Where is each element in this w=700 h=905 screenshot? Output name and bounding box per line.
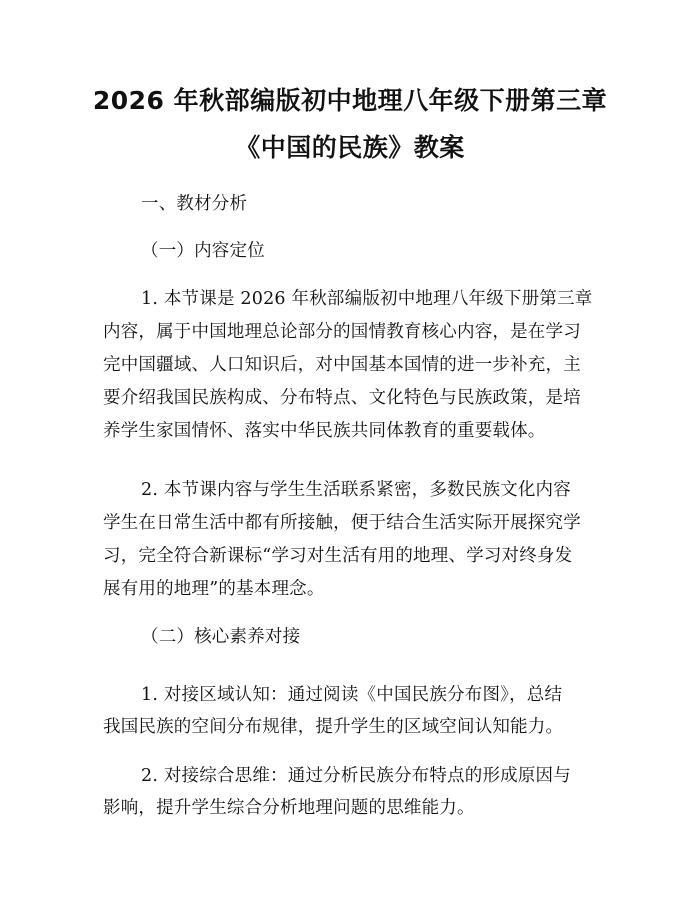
paragraph-line: 影响，提升学生综合分析地理问题的思维能力。 [103,798,475,818]
paragraph-line: 2. 对接综合思维：通过分析民族分布特点的形成原因与 [141,766,571,786]
paragraph-line: 完中国疆域、人口知识后，对中国基本国情的进一步补充，主 [103,355,581,375]
subsection-heading-content-positioning: （一）内容定位 [141,241,265,261]
paragraph-line: 1. 本节课是 2026 年秋部编版初中地理八年级下册第三章 [141,289,593,309]
paragraph-line: 1. 对接区域认知：通过阅读《中国民族分布图》，总结 [141,685,563,705]
paragraph-line: 养学生家国情怀、落实中华民族共同体教育的重要载体。 [103,421,546,441]
paragraph-line: 内容，属于中国地理总论部分的国情教育核心内容，是在学习 [103,322,581,342]
subsection-heading-core-literacy: （二）核心素养对接 [141,627,301,647]
paragraph-line: 展有用的地理”的基本理念。 [103,579,325,599]
document-title-line-2: 《中国的民族》教案 [235,133,465,162]
paragraph-line: 我国民族的空间分布规律，提升学生的区域空间认知能力。 [103,717,564,737]
section-heading-textbook-analysis: 一、教材分析 [141,194,248,214]
paragraph-line: 要介绍我国民族构成、分布特点、文化特色与民族政策，是培 [103,388,581,408]
paragraph-line: 习，完全符合新课标“学习对生活有用的地理、学习对终身发 [103,546,573,566]
paragraph-line: 学生在日常生活中都有所接触，便于结合生活实际开展探究学 [103,513,581,533]
document-title-line-1: 2026 年秋部编版初中地理八年级下册第三章 [92,86,608,115]
paragraph-line: 2. 本节课内容与学生生活联系紧密，多数民族文化内容 [141,480,571,500]
